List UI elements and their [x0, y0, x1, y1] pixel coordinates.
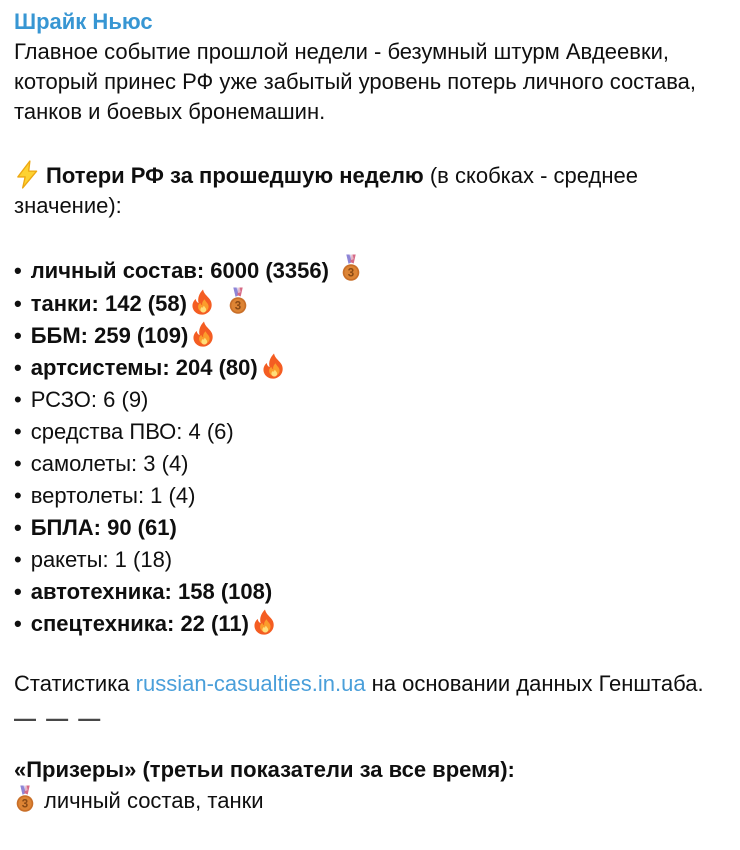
loss-item-text: личный состав: 6000 (3356): [30, 258, 329, 283]
losses-section-header: [14, 160, 726, 221]
bronze-medal-icon: [216, 291, 249, 316]
loss-item-text: танки: 142 (58): [30, 291, 187, 316]
loss-list: [14, 254, 726, 640]
winners-medal-slot: [14, 788, 44, 813]
loss-item: [14, 320, 726, 352]
losses-header-rest: (в скобках - среднее значение):: [14, 163, 639, 218]
fire-icon: [258, 355, 287, 380]
loss-item-text: автотехника: 158 (108): [30, 579, 273, 604]
bronze-medal-icon: [14, 788, 44, 813]
bronze-medal-icon: [329, 258, 362, 283]
loss-item: [14, 576, 726, 608]
loss-item-text: ББМ: 259 (109): [30, 323, 189, 348]
fire-icon: [249, 611, 278, 636]
loss-item: [14, 448, 726, 480]
winners-title: «Призеры» (третьи показатели за все время):: [14, 757, 515, 782]
channel-name[interactable]: Шрайк Ньюс: [14, 9, 153, 34]
intro-paragraph: Главное событие прошлой недели - безумный штурм Авдеевки, который принес РФ уже забытый уровень потерь личного состава, танков и боевых бронемашин.: [14, 39, 697, 124]
source-link[interactable]: russian-casualties.in.ua: [135, 671, 366, 696]
svg-text:3: 3: [347, 267, 355, 280]
lightning-icon-slot: [14, 163, 46, 188]
stats-line: [14, 669, 726, 699]
loss-item: [14, 480, 726, 512]
loss-item: [14, 416, 726, 448]
loss-item: [14, 384, 726, 416]
losses-header-bold: Потери РФ за прошедшую неделю: [46, 163, 424, 188]
svg-text:3: 3: [21, 798, 29, 811]
loss-item-text: БПЛА: 90 (61): [30, 515, 177, 540]
dash-divider: — — —: [14, 706, 103, 731]
loss-item-text: артсистемы: 204 (80): [30, 355, 258, 380]
loss-item: [14, 512, 726, 544]
loss-item-text: РСЗО: 6 (9): [30, 387, 149, 412]
loss-item-text: средства ПВО: 4 (6): [30, 419, 234, 444]
fire-icon: [188, 323, 217, 348]
loss-item: [14, 608, 726, 640]
winners-line: [14, 785, 726, 817]
loss-item: [14, 287, 726, 320]
fire-icon: [187, 291, 216, 316]
loss-item: [14, 544, 726, 576]
stats-prefix: Статистика: [14, 671, 136, 696]
loss-item-text: ракеты: 1 (18): [30, 547, 173, 572]
loss-item-text: вертолеты: 1 (4): [30, 483, 196, 508]
loss-item: [14, 352, 726, 384]
stats-suffix: на основании данных Генштаба.: [365, 671, 704, 696]
loss-item-text: спецтехника: 22 (11): [30, 611, 249, 636]
loss-item-text: самолеты: 3 (4): [30, 451, 189, 476]
svg-text:3: 3: [234, 300, 242, 313]
loss-item: [14, 254, 726, 287]
lightning-icon: [14, 163, 46, 188]
winners-text: личный состав, танки: [44, 788, 264, 813]
